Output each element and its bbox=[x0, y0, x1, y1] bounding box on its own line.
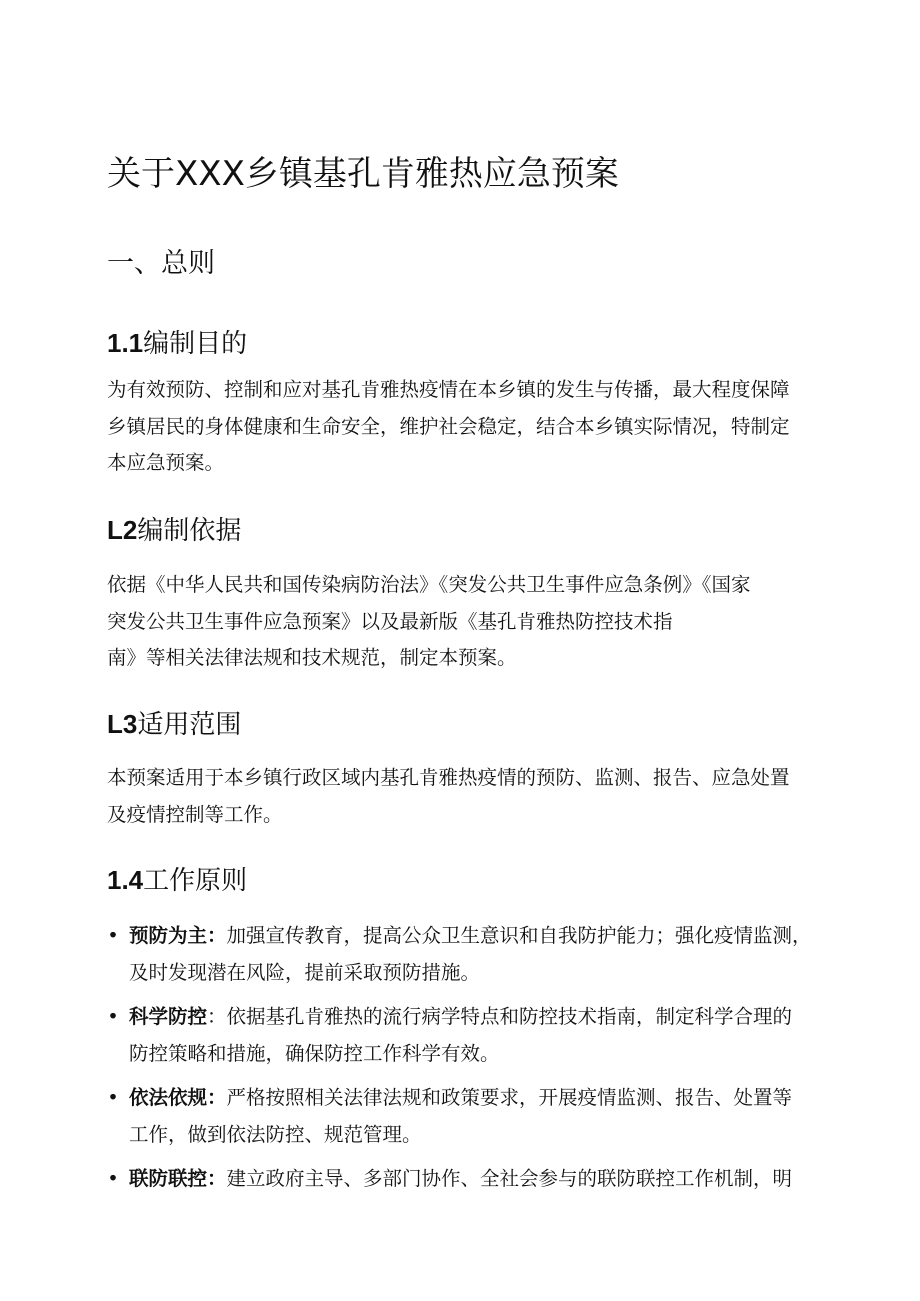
list-item-line: 工作，做到依法防控、规范管理。 bbox=[129, 1122, 422, 1146]
bullet-icon: • bbox=[107, 924, 119, 947]
section-title: 适用范围 bbox=[137, 710, 242, 740]
list-item-line bbox=[129, 1161, 822, 1198]
section-paragraph-scope bbox=[107, 760, 817, 833]
section-number: 1.4 bbox=[107, 865, 144, 895]
principle-term: 预防为主： bbox=[129, 924, 227, 947]
principle-text: 严格按照相关法律法规和政策要求，开展疫情监测、报告、处置等 bbox=[226, 1086, 793, 1109]
principle-text: ：依据基孔肯雅热的流行病学特点和防控技术指南，制定科学合理的 bbox=[207, 1005, 793, 1028]
list-item bbox=[107, 1080, 822, 1153]
list-item bbox=[107, 999, 822, 1072]
section-paragraph-purpose bbox=[107, 372, 817, 482]
principle-text: 加强宣传教育，提高公众卫生意识和自我防护能力；强化疫情监测， bbox=[226, 924, 812, 947]
section-title: 编制目的 bbox=[143, 329, 248, 359]
section-title: 编制依据 bbox=[137, 516, 242, 546]
section-number: L2 bbox=[107, 515, 138, 545]
bullet-icon: • bbox=[107, 1005, 119, 1028]
paragraph-line: 依据《中华人民共和国传染病防治法》《突发公共卫生事件应急条例》《国家 bbox=[107, 573, 751, 596]
paragraph-line: 及疫情控制等工作。 bbox=[107, 802, 283, 826]
section-heading-purpose bbox=[107, 324, 247, 363]
paragraph-line: 为有效预防、控制和应对基孔肯雅热疫情在本乡镇的发生与传播，最大程度保障 bbox=[107, 378, 790, 401]
paragraph-line: 乡镇居民的身体健康和生命安全，维护社会稳定，结合本乡镇实际情况，特制定 bbox=[107, 414, 790, 438]
paragraph-line: 南》等相关法律法规和技术规范，制定本预案。 bbox=[107, 646, 517, 669]
list-item-line: 防控策略和措施，确保防控工作科学有效。 bbox=[129, 1041, 500, 1065]
list-item bbox=[107, 918, 822, 991]
document-title: 关于XXX乡镇基孔肯雅热应急预案 bbox=[107, 154, 619, 194]
bullet-icon: • bbox=[107, 1086, 119, 1109]
list-item bbox=[107, 1161, 822, 1198]
principle-text: 建立政府主导、多部门协作、全社会参与的联防联控工作机制，明 bbox=[226, 1167, 793, 1190]
section-heading-principles bbox=[107, 861, 247, 900]
list-item-line bbox=[129, 1080, 822, 1117]
principles-list bbox=[107, 918, 822, 1206]
principle-term: 联防联控： bbox=[129, 1167, 227, 1190]
section-heading-scope bbox=[107, 705, 241, 744]
principle-term: 科学防控 bbox=[129, 1005, 208, 1028]
paragraph-line: 突发公共卫生事件应急预案》以及最新版《基孔肯雅热防控技术指 bbox=[107, 609, 673, 633]
paragraph-line: 本应急预案。 bbox=[107, 451, 225, 474]
paragraph-line: 本预案适用于本乡镇行政区域内基孔肯雅热疫情的预防、监测、报告、应急处置 bbox=[107, 766, 790, 789]
section-paragraph-basis bbox=[107, 567, 817, 677]
section-number: L3 bbox=[107, 709, 138, 739]
bullet-icon: • bbox=[107, 1167, 119, 1190]
section-heading-basis bbox=[107, 511, 241, 550]
principle-term: 依法依规： bbox=[129, 1086, 227, 1109]
section-title: 工作原则 bbox=[143, 866, 248, 896]
list-item-line: 及时发现潜在风险，提前采取预防措施。 bbox=[129, 960, 481, 984]
section-number: 1.1 bbox=[107, 328, 144, 358]
list-item-line bbox=[129, 918, 822, 955]
chapter-heading: 一、总则 bbox=[107, 248, 215, 279]
list-item-line bbox=[129, 999, 822, 1036]
